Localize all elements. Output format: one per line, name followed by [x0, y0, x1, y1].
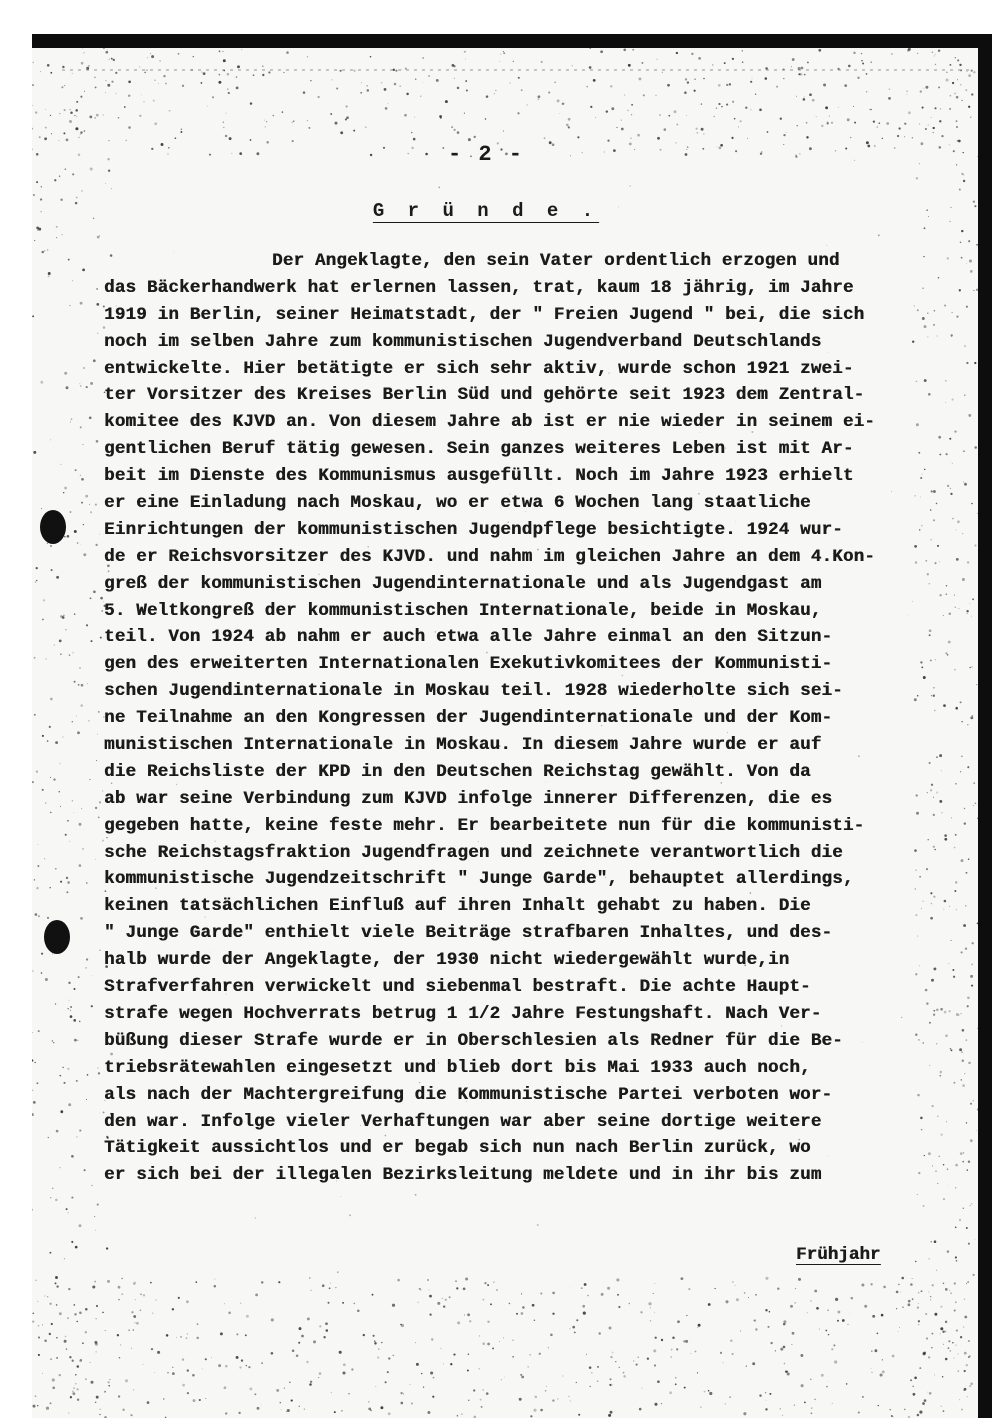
text-line: gegeben hatte, keine feste mehr. Er bearbeitete nun für die kommunisti- — [104, 815, 865, 836]
text-line: Tätigkeit aussichtlos und er begab sich nun nach Berlin zurück, wo — [104, 1138, 811, 1159]
text-line: keinen tatsächlichen Einfluß auf ihren Inhalt gehabt zu haben. Die — [104, 896, 811, 917]
text-line: halb wurde der Angeklagte, der 1930 nicht wiedergewählt wurde,in — [104, 950, 790, 971]
text-line: er eine Einladung nach Moskau, wo er etwa 6 Wochen lang staatliche — [104, 493, 811, 514]
text-line: de er Reichsvorsitzer des KJVD. und nahm im gleichen Jahre an dem 4.Kon- — [104, 546, 875, 567]
text-line: 5. Weltkongreß der kommunistischen Internationale, beide in Moskau, — [104, 600, 822, 621]
text-line: noch im selben Jahre zum kommunistischen Jugendverband Deutschlands — [104, 331, 822, 352]
text-line: 1919 in Berlin, seiner Heimatstadt, der " Freien Jugend " bei, die sich — [104, 304, 865, 325]
page-number: - 2 - — [447, 142, 524, 167]
text-line: greß der kommunistischen Jugendinternationale und als Jugendgast am — [104, 573, 822, 594]
text-line: Strafverfahren verwickelt und siebenmal bestraft. Die achte Haupt- — [104, 977, 811, 998]
text-line: sche Reichstagsfraktion Jugendfragen und zeichnete verantwortlich die — [104, 842, 843, 863]
punch-hole-lower — [44, 920, 70, 954]
text-line: gen des erweiterten Internationalen Exekutivkomitees der Kommunisti- — [104, 654, 833, 675]
text-line: komitee des KJVD an. Von diesem Jahre ab ist er nie wieder in seinem ei- — [104, 412, 875, 433]
text-line: munistischen Internationale in Moskau. In diesem Jahre wurde er auf — [104, 735, 822, 756]
text-line: " Junge Garde" enthielt viele Beiträge strafbaren Inhaltes, und des- — [104, 923, 833, 944]
catchword: Frühjahr — [796, 1245, 881, 1265]
body-text — [104, 248, 964, 1189]
text-line: kommunistische Jugendzeitschrift " Junge Garde", behauptet allerdings, — [104, 869, 854, 890]
text-line: gentlichen Beruf tätig gewesen. Sein ganzes weiteres Leben ist mit Ar- — [104, 439, 854, 460]
text-line: büßung dieser Strafe wurde er in Oberschlesien als Redner für die Be- — [104, 1030, 843, 1051]
text-line: Einrichtungen der kommunistischen Jugendpflege besichtigte. 1924 wur- — [104, 519, 843, 540]
text-line: als nach der Machtergreifung die Kommunistische Partei verboten wor- — [104, 1084, 833, 1105]
scan-border-top — [32, 34, 992, 48]
section-heading: G r ü n d e . — [372, 200, 600, 222]
text-line: die Reichsliste der KPD in den Deutschen Reichstag gewählt. Von da — [104, 761, 811, 782]
text-line: das Bäckerhandwerk hat erlernen lassen, trat, kaum 18 jährig, im Jahre — [104, 277, 854, 298]
text-line: strafe wegen Hochverrats betrug 1 1/2 Jahre Festungshaft. Nach Ver- — [104, 1003, 822, 1024]
text-line: schen Jugendinternationale in Moskau teil. 1928 wiederholte sich sei- — [104, 681, 843, 702]
punch-hole-upper — [40, 510, 66, 544]
text-line: Der Angeklagte, den sein Vater ordentlich erzogen und — [272, 251, 840, 271]
scan-border-right — [978, 34, 992, 1418]
text-line: er sich bei der illegalen Bezirksleitung meldete und in ihr bis zum — [104, 1165, 822, 1186]
text-line: ne Teilnahme an den Kongressen der Jugendinternationale und der Kom- — [104, 708, 833, 729]
text-line: ab war seine Verbindung zum KJVD infolge innerer Differenzen, die es — [104, 788, 833, 809]
text-line: teil. Von 1924 ab nahm er auch etwa alle Jahre einmal an den Sitzun- — [104, 627, 833, 648]
text-line: ter Vorsitzer des Kreises Berlin Süd und gehörte seit 1923 dem Zentral- — [104, 385, 865, 406]
text-line: den war. Infolge vieler Verhaftungen war aber seine dortige weitere — [104, 1111, 822, 1132]
text-line: entwickelte. Hier betätigte er sich sehr aktiv, wurde schon 1921 zwei- — [104, 358, 854, 379]
text-line: beit im Dienste des Kommunismus ausgefüllt. Noch im Jahre 1923 erhielt — [104, 466, 854, 487]
text-line: triebsrätewahlen eingesetzt und blieb dort bis Mai 1933 auch noch, — [104, 1057, 811, 1078]
